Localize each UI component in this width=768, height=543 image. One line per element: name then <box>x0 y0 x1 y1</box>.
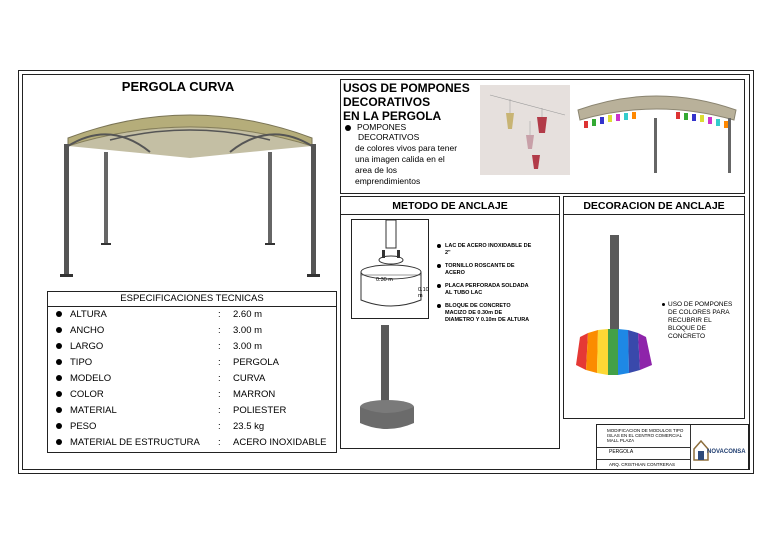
specs-table <box>47 291 337 453</box>
spec-row: TIPO : PERGOLA <box>48 357 336 373</box>
pergola-illustration <box>50 100 330 285</box>
anchor-note: LAC DE ACERO INOXIDABLE DE 2" <box>437 243 557 257</box>
spec-row: MATERIAL DE ESTRUCTURA : ACERO INOXIDABLE <box>48 437 336 453</box>
specs-title: ESPECIFICACIONES TECNICAS <box>48 293 336 307</box>
decoracion-panel <box>563 196 745 419</box>
dimension-diameter: 0.30 m <box>376 277 393 283</box>
title-block <box>596 424 749 470</box>
usos-panel <box>340 79 745 194</box>
anchor-note: TORNILLO ROSCANTE DE ACERO <box>437 263 557 277</box>
anclaje-panel <box>340 196 560 449</box>
novaconsa-logo: NOVACONSA <box>693 439 747 463</box>
anclaje-title-underline <box>341 214 559 215</box>
title-block-author: ARQ. CRISTHIAN CONTRERAS <box>597 459 691 469</box>
spec-row: ALTURA : 2.60 m <box>48 309 336 325</box>
decoracion-title: DECORACION DE ANCLAJE <box>583 200 725 212</box>
anchor-detail <box>351 219 429 319</box>
title-block-sheet: PERGOLA <box>597 447 691 460</box>
spec-row: PESO : 23.5 kg <box>48 421 336 437</box>
title-block-project: MODIFICACION DE MODULOS TIPO ISLAS EN EL CENTRO COMERCIAL MALL PLAZA <box>597 425 691 448</box>
anclaje-title: METODO DE ANCLAJE <box>392 200 508 212</box>
pergola-title: PERGOLA CURVA <box>121 79 235 94</box>
spec-row: MODELO : CURVA <box>48 373 336 389</box>
usos-bullet: POMPONES DECORATIVOS <box>345 122 419 142</box>
spec-row: COLOR : MARRON <box>48 389 336 405</box>
pompon-covered-base <box>572 235 658 380</box>
anchor-3d-render <box>357 325 421 435</box>
usos-title: USOS DE POMPONES DECORATIVOS EN LA PERGOLA <box>343 81 470 123</box>
spec-row: LARGO : 3.00 m <box>48 341 336 357</box>
pergola-pompons-photo <box>576 88 738 173</box>
decoracion-note: USO DE POMPONES DE COLORES PARA RECUBRIR EL BLOQUE DE CONCRETO <box>662 301 732 341</box>
spec-row: MATERIAL : POLIESTER <box>48 405 336 421</box>
spec-row: ANCHO : 3.00 m <box>48 325 336 341</box>
usos-description: de colores vivos para tener una imagen calida en el area de los emprendimientos <box>355 143 458 186</box>
decoracion-title-underline <box>564 214 744 215</box>
anchor-detail-drawing <box>352 220 430 320</box>
anchor-note: BLOQUE DE CONCRETO MACIZO DE 0.30m DE DIAMETRO Y 0.10m DE ALTURA <box>437 303 559 324</box>
anchor-note: PLACA PERFORADA SOLDADA AL TUBO LAC <box>437 283 557 297</box>
dimension-height: 0.10 m <box>418 287 429 299</box>
pompons-photo <box>480 85 570 175</box>
